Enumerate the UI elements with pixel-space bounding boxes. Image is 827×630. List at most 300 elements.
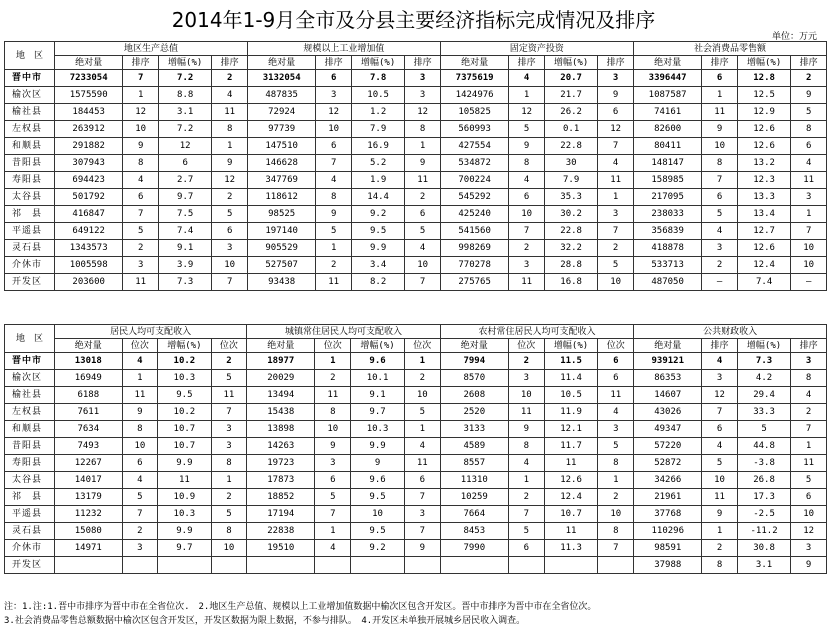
region-cell: 榆次区 [5, 370, 55, 387]
data-cell: 6 [316, 70, 352, 87]
data-cell: 148147 [633, 155, 701, 172]
data-cell: 30 [544, 155, 597, 172]
data-cell: 6 [316, 138, 352, 155]
data-cell: 19723 [247, 455, 315, 472]
group-header: 社会消费品零售额 [633, 42, 826, 56]
data-cell: 20029 [247, 370, 315, 387]
data-cell: 11 [702, 104, 738, 121]
data-cell: 12.7 [737, 223, 790, 240]
data-cell: 3 [211, 421, 247, 438]
data-cell: 14017 [54, 472, 122, 489]
data-cell: 17194 [247, 506, 315, 523]
data-cell: 1 [598, 472, 634, 489]
data-cell: 16.8 [544, 274, 597, 291]
data-cell: -11.2 [737, 523, 790, 540]
data-cell: 7 [509, 223, 545, 240]
data-cell: 4.2 [737, 370, 790, 387]
data-cell: 10 [702, 472, 738, 489]
data-cell: 534872 [440, 155, 508, 172]
data-cell: 2 [702, 540, 738, 557]
data-cell: 3.4 [351, 257, 404, 274]
data-cell: 12 [316, 104, 352, 121]
table-row [5, 240, 827, 257]
data-cell: 9.1 [158, 240, 211, 257]
data-cell: 1 [122, 370, 158, 387]
data-cell: 8 [598, 455, 634, 472]
data-cell: 9.9 [351, 240, 404, 257]
data-cell: 13.2 [737, 155, 790, 172]
data-cell: 3 [509, 257, 545, 274]
data-cell [211, 557, 247, 574]
data-cell: 939121 [634, 353, 702, 370]
data-cell: 12.5 [737, 87, 790, 104]
data-cell: 12.6 [544, 472, 598, 489]
data-cell: 5 [123, 223, 159, 240]
data-cell: 3 [702, 370, 738, 387]
data-cell: 11.9 [544, 404, 598, 421]
data-cell: 487050 [633, 274, 701, 291]
sub-header: 排序 [405, 56, 441, 70]
data-cell: 11 [122, 387, 158, 404]
data-cell: 6 [122, 455, 158, 472]
data-cell: 3 [315, 455, 351, 472]
data-cell: 3396447 [633, 70, 701, 87]
data-cell: 2 [211, 353, 247, 370]
data-cell: 9.5 [351, 523, 405, 540]
data-cell: 30.2 [544, 206, 597, 223]
data-cell: 3 [702, 240, 738, 257]
data-cell: 9 [702, 506, 738, 523]
data-cell: 7 [405, 274, 441, 291]
data-cell: 5 [598, 257, 634, 274]
group-header: 农村常住居民人均可支配收入 [440, 325, 634, 339]
data-cell: 22.8 [544, 223, 597, 240]
data-cell: 3.9 [158, 257, 211, 274]
data-cell: 11 [598, 387, 634, 404]
data-cell: 9.7 [351, 404, 405, 421]
data-cell: 11.7 [544, 438, 598, 455]
sub-header: 绝对量 [440, 56, 508, 70]
data-cell [158, 557, 211, 574]
data-cell: 11 [158, 472, 211, 489]
data-cell: 4 [598, 155, 634, 172]
region-cell: 和顺县 [5, 421, 55, 438]
data-cell: 10.1 [351, 370, 405, 387]
data-cell: 11 [702, 489, 738, 506]
data-cell: 5 [737, 421, 790, 438]
data-cell: 2 [316, 257, 352, 274]
table-row [5, 206, 827, 223]
data-cell: 5.2 [351, 155, 404, 172]
data-cell: 1087587 [633, 87, 701, 104]
data-cell: 26.2 [544, 104, 597, 121]
region-cell: 灵石县 [5, 240, 55, 257]
region-cell: 晋中市 [5, 353, 55, 370]
data-cell: 6 [702, 421, 738, 438]
data-cell: 5 [509, 121, 545, 138]
data-cell: 57220 [634, 438, 702, 455]
data-cell: 9 [122, 404, 158, 421]
table-row [5, 370, 827, 387]
region-cell: 平遥县 [5, 223, 55, 240]
table-row [5, 274, 827, 291]
data-cell: 4 [122, 472, 158, 489]
data-cell: 2 [122, 523, 158, 540]
data-cell: 2 [598, 240, 634, 257]
data-cell: 7.3 [158, 274, 211, 291]
data-cell: 8 [122, 421, 158, 438]
group-header: 公共财政收入 [634, 325, 827, 339]
data-cell: 770278 [440, 257, 508, 274]
group-header: 居民人均可支配收入 [54, 325, 246, 339]
data-cell: 1 [791, 438, 827, 455]
region-header: 地 区 [5, 325, 55, 353]
sub-header: 增幅(%) [351, 56, 404, 70]
data-cell: 4 [508, 455, 544, 472]
data-cell: 9 [351, 455, 405, 472]
data-cell: 7 [598, 540, 634, 557]
table-row [5, 70, 827, 87]
sub-header: 增幅(%) [737, 56, 790, 70]
data-cell: 11 [544, 455, 598, 472]
data-cell: 12 [598, 121, 634, 138]
data-cell: 10259 [440, 489, 508, 506]
data-cell: 8 [702, 557, 738, 574]
data-cell: 1 [316, 240, 352, 257]
region-cell: 开发区 [5, 274, 55, 291]
data-cell: 7 [702, 404, 738, 421]
data-cell: 10.2 [158, 404, 211, 421]
data-cell: 1 [123, 87, 159, 104]
data-cell: 22.8 [544, 138, 597, 155]
sub-header: 排序 [123, 56, 159, 70]
data-cell: 7233054 [54, 70, 122, 87]
data-cell: 5 [598, 438, 634, 455]
data-cell: 12 [791, 523, 827, 540]
data-cell: 30.8 [737, 540, 790, 557]
data-cell: 11.5 [544, 353, 598, 370]
data-cell: 13179 [54, 489, 122, 506]
data-cell: 21.7 [544, 87, 597, 104]
data-cell: 7 [508, 506, 544, 523]
table-row [5, 472, 827, 489]
data-cell: 10.3 [158, 506, 211, 523]
data-cell: 12 [702, 387, 738, 404]
data-cell: 3 [791, 353, 827, 370]
table-row [5, 489, 827, 506]
data-cell: 416847 [54, 206, 122, 223]
data-cell: 8 [212, 121, 248, 138]
data-cell: 7.5 [158, 206, 211, 223]
data-cell: 8 [315, 404, 351, 421]
data-cell: 0.1 [544, 121, 597, 138]
table-row [5, 455, 827, 472]
data-cell: 9.2 [351, 540, 405, 557]
data-cell: 9 [212, 155, 248, 172]
table-row [5, 155, 827, 172]
data-cell: 2520 [440, 404, 508, 421]
data-cell: 1 [702, 87, 738, 104]
data-cell: 1 [791, 206, 827, 223]
data-cell: 10 [508, 387, 544, 404]
data-cell: 3 [123, 257, 159, 274]
data-cell: 10 [123, 121, 159, 138]
data-cell: 10 [791, 506, 827, 523]
data-cell: 4 [404, 438, 440, 455]
data-cell: 8.8 [158, 87, 211, 104]
data-cell: 649122 [54, 223, 122, 240]
data-cell: 7611 [54, 404, 122, 421]
data-cell: 427554 [440, 138, 508, 155]
data-cell: 3.1 [158, 104, 211, 121]
data-cell: 9.1 [351, 387, 405, 404]
data-cell: 425240 [440, 206, 508, 223]
data-cell: 11 [211, 387, 247, 404]
data-cell: 1 [508, 472, 544, 489]
data-cell: 3 [791, 189, 827, 206]
data-cell: 97739 [247, 121, 315, 138]
data-cell: 2 [404, 370, 440, 387]
data-cell: 37768 [634, 506, 702, 523]
data-cell: 7.2 [158, 70, 211, 87]
data-cell: 10 [316, 121, 352, 138]
data-cell: 9 [598, 87, 634, 104]
data-cell: 10 [791, 257, 827, 274]
data-cell: 1343573 [54, 240, 122, 257]
data-cell: 6 [405, 206, 441, 223]
data-cell: 9.5 [158, 387, 211, 404]
sub-header: 绝对量 [54, 56, 122, 70]
data-cell: 10.7 [158, 421, 211, 438]
data-cell: 9.6 [351, 353, 405, 370]
data-cell: 4 [509, 172, 545, 189]
data-cell: 7 [404, 523, 440, 540]
data-cell: 11 [316, 274, 352, 291]
data-cell: 10 [351, 506, 405, 523]
data-cell: 35.3 [544, 189, 597, 206]
data-cell: 7 [211, 404, 247, 421]
sub-header: 位次 [211, 339, 247, 353]
group-header: 地区生产总值 [54, 42, 247, 56]
data-cell: 10.3 [158, 370, 211, 387]
data-cell: 10 [702, 138, 738, 155]
region-cell: 榆社县 [5, 387, 55, 404]
data-cell: 7.8 [351, 70, 404, 87]
data-cell: 7 [702, 172, 738, 189]
table-row [5, 172, 827, 189]
data-cell: 9 [508, 421, 544, 438]
data-cell: 998269 [440, 240, 508, 257]
data-cell: 4 [598, 404, 634, 421]
data-cell: 22838 [247, 523, 315, 540]
data-cell: 5 [405, 223, 441, 240]
data-cell: 6 [508, 540, 544, 557]
data-cell: 5 [211, 506, 247, 523]
region-cell: 太谷县 [5, 472, 55, 489]
data-cell: 14971 [54, 540, 122, 557]
data-cell: 11232 [54, 506, 122, 523]
data-cell: 4 [791, 387, 827, 404]
data-cell: 7375619 [440, 70, 508, 87]
data-cell: 14607 [634, 387, 702, 404]
table-row [5, 438, 827, 455]
data-cell: 8 [702, 155, 738, 172]
data-cell: 7994 [440, 353, 508, 370]
sub-header: 绝对量 [440, 339, 508, 353]
data-cell: 7 [316, 155, 352, 172]
data-cell: 8 [123, 155, 159, 172]
group-header: 固定资产投资 [440, 42, 633, 56]
table-row [5, 557, 827, 574]
data-cell: 7.2 [158, 121, 211, 138]
data-cell: 3 [405, 70, 441, 87]
data-cell: 6 [509, 189, 545, 206]
data-cell: 6 [212, 223, 248, 240]
data-cell: 9.7 [158, 540, 211, 557]
sub-header: 位次 [122, 339, 158, 353]
data-cell: 4 [316, 172, 352, 189]
sub-header: 绝对量 [634, 339, 702, 353]
data-cell: 9 [405, 155, 441, 172]
data-cell: 10.5 [544, 387, 598, 404]
data-cell: 13494 [247, 387, 315, 404]
data-cell: 14.4 [351, 189, 404, 206]
data-cell: 13.3 [737, 189, 790, 206]
table-row [5, 523, 827, 540]
sub-header: 位次 [598, 339, 634, 353]
data-cell: 44.8 [737, 438, 790, 455]
data-cell: 12.6 [737, 121, 790, 138]
data-cell: 146628 [247, 155, 315, 172]
data-cell: 3 [508, 370, 544, 387]
data-cell: 527507 [247, 257, 315, 274]
data-cell: 6 [791, 489, 827, 506]
data-cell [122, 557, 158, 574]
data-cell: 5 [791, 472, 827, 489]
data-cell: 7.9 [351, 121, 404, 138]
sub-header: 位次 [315, 339, 351, 353]
data-cell: 4589 [440, 438, 508, 455]
region-cell: 昔阳县 [5, 155, 55, 172]
data-cell: 10 [212, 257, 248, 274]
data-cell: 8 [509, 155, 545, 172]
data-cell: 12.9 [737, 104, 790, 121]
region-cell: 左权县 [5, 121, 55, 138]
data-cell: 10 [404, 387, 440, 404]
data-cell: 6 [598, 104, 634, 121]
table-row [5, 404, 827, 421]
data-cell: 7 [122, 506, 158, 523]
data-cell: 12 [123, 104, 159, 121]
data-cell: 8 [508, 438, 544, 455]
data-cell: 18852 [247, 489, 315, 506]
data-cell: 3132054 [247, 70, 315, 87]
data-cell: 9 [702, 121, 738, 138]
data-cell: 12.8 [737, 70, 790, 87]
data-cell: 9.7 [158, 189, 211, 206]
region-cell: 祁 县 [5, 206, 55, 223]
data-cell: 12.3 [737, 172, 790, 189]
data-cell: 8 [791, 370, 827, 387]
data-cell: 3 [211, 438, 247, 455]
data-cell: 12 [405, 104, 441, 121]
data-cell: 26.8 [737, 472, 790, 489]
data-cell: 5 [508, 523, 544, 540]
data-cell: 7493 [54, 438, 122, 455]
sub-header: 绝对量 [247, 56, 315, 70]
table-row [5, 353, 827, 370]
data-cell: 80411 [633, 138, 701, 155]
data-cell: 4 [122, 353, 158, 370]
data-cell: 8 [791, 121, 827, 138]
data-cell: 1.9 [351, 172, 404, 189]
data-cell: 1 [211, 472, 247, 489]
data-cell [351, 557, 405, 574]
data-cell [54, 557, 122, 574]
data-cell: 1575590 [54, 87, 122, 104]
data-cell: 1 [212, 138, 248, 155]
data-cell: 13.4 [737, 206, 790, 223]
data-cell: 7 [212, 274, 248, 291]
sub-header: 位次 [508, 339, 544, 353]
table-row [5, 138, 827, 155]
sub-header: 排序 [791, 56, 827, 70]
data-cell: 33.3 [737, 404, 790, 421]
data-cell: 12267 [54, 455, 122, 472]
data-cell: 4 [212, 87, 248, 104]
data-cell: 3 [404, 506, 440, 523]
data-cell: 7 [791, 223, 827, 240]
data-cell: 2 [212, 189, 248, 206]
data-cell: 9 [123, 138, 159, 155]
data-cell: 3.1 [737, 557, 790, 574]
data-cell [598, 557, 634, 574]
data-cell: 10 [598, 274, 634, 291]
data-cell: 8 [211, 455, 247, 472]
data-cell: 10 [598, 506, 634, 523]
data-cell: 3 [598, 70, 634, 87]
data-cell: 307943 [54, 155, 122, 172]
data-cell: 4 [702, 353, 738, 370]
data-cell: 7.3 [737, 353, 790, 370]
data-cell: 700224 [440, 172, 508, 189]
data-cell: 2.7 [158, 172, 211, 189]
data-cell: 2608 [440, 387, 508, 404]
data-cell: 12.6 [737, 138, 790, 155]
data-cell [440, 557, 508, 574]
data-cell: 3 [212, 240, 248, 257]
data-cell: 1424976 [440, 87, 508, 104]
data-cell: 238033 [633, 206, 701, 223]
data-cell: 6 [315, 472, 351, 489]
data-cell: 1005598 [54, 257, 122, 274]
data-cell: 105825 [440, 104, 508, 121]
table-row [5, 257, 827, 274]
data-cell [247, 557, 315, 574]
region-cell: 昔阳县 [5, 438, 55, 455]
data-cell: 118612 [247, 189, 315, 206]
data-cell: 5 [211, 370, 247, 387]
region-cell: 和顺县 [5, 138, 55, 155]
data-cell: 8570 [440, 370, 508, 387]
data-cell: 34266 [634, 472, 702, 489]
region-cell: 左权县 [5, 404, 55, 421]
data-cell: 6 [158, 155, 211, 172]
data-cell: 12.1 [544, 421, 598, 438]
data-cell: 49347 [634, 421, 702, 438]
data-cell: 1 [315, 523, 351, 540]
table-row [5, 87, 827, 104]
